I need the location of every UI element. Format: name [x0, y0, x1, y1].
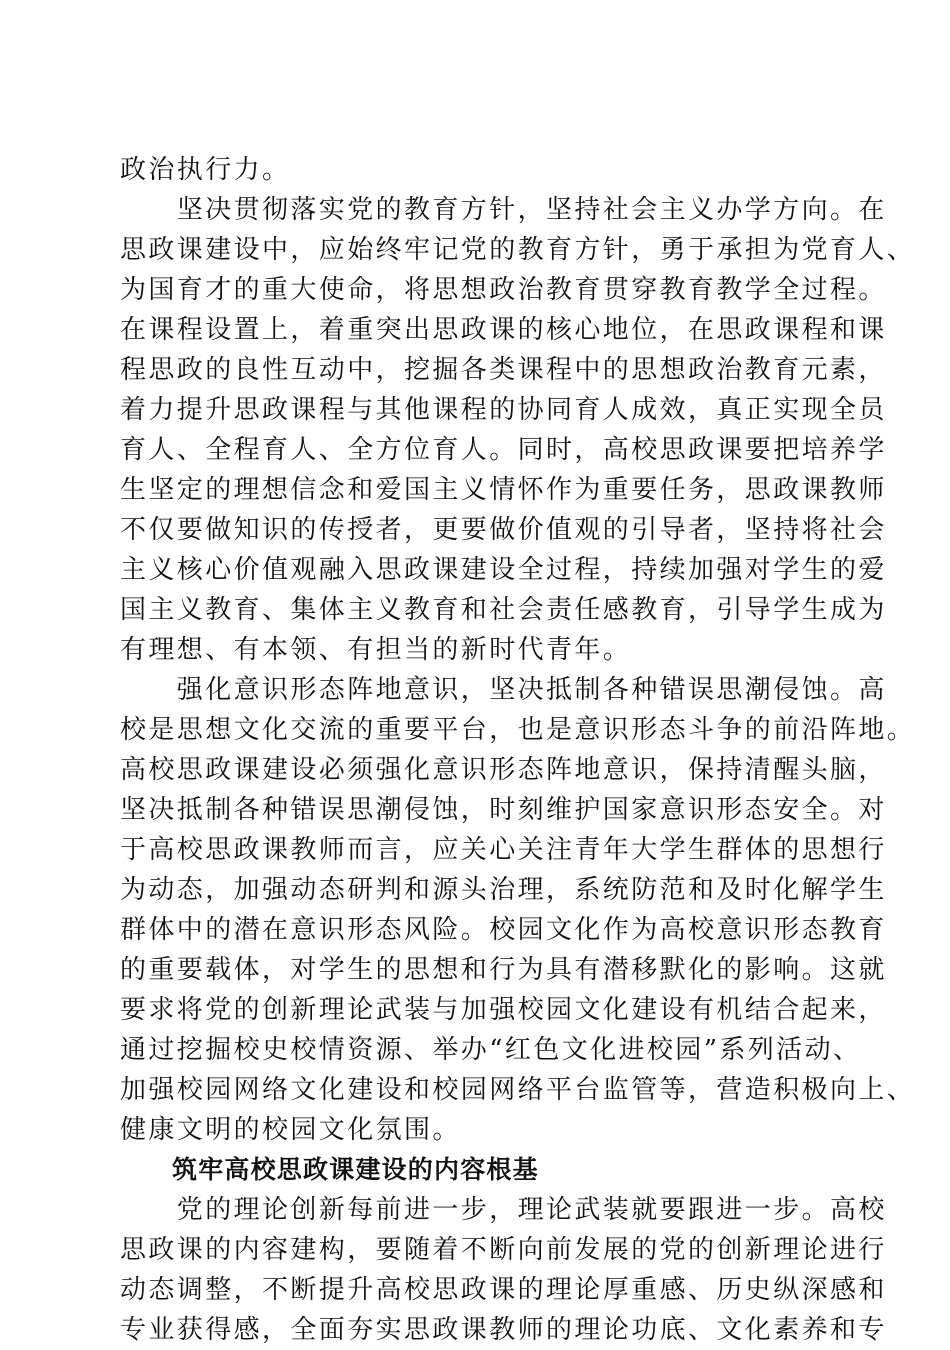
text-line: 坚决贯彻落实党的教育方针，坚持社会主义办学方向。在: [120, 195, 887, 225]
text-line: 思政课的内容建构，要随着不断向前发展的党的创新理论进行: [120, 1235, 887, 1265]
text-line: 党的理论创新每前进一步，理论武装就要跟进一步。高校: [120, 1195, 887, 1225]
text-line: 坚决抵制各种错误思潮侵蚀，时刻维护国家意识形态安全。对: [120, 795, 887, 825]
text-line: 有理想、有本领、有担当的新时代青年。: [120, 635, 632, 665]
text-line: 强化意识形态阵地意识，坚决抵制各种错误思潮侵蚀。高: [120, 675, 887, 705]
text-line: 要求将党的创新理论武装与加强校园文化建设有机结合起来，: [120, 995, 887, 1025]
text-line: 高校思政课建设必须强化意识形态阵地意识，保持清醒头脑，: [120, 755, 887, 785]
text-line: 动态调整，不断提升高校思政课的理论厚重感、历史纵深感和: [120, 1275, 887, 1305]
text-line: 为国育才的重大使命，将思想政治教育贯穿教育教学全过程。: [120, 275, 887, 305]
text-line: 思政课建设中，应始终牢记党的教育方针，勇于承担为党育人、: [120, 235, 916, 265]
text-line: 政治执行力。: [120, 155, 291, 185]
text-line: 程思政的良性互动中，挖掘各类课程中的思想政治教育元素，: [120, 355, 887, 385]
text-line: 着力提升思政课程与其他课程的协同育人成效，真正实现全员: [120, 395, 887, 425]
text-line: 在课程设置上，着重突出思政课的核心地位，在思政课程和课: [120, 315, 887, 345]
text-line: 国主义教育、集体主义教育和社会责任感教育，引导学生成为: [120, 595, 887, 625]
text-line: 的重要载体，对学生的思想和行为具有潜移默化的影响。这就: [120, 955, 887, 985]
text-line: 校是思想文化交流的重要平台，也是意识形态斗争的前沿阵地。: [120, 715, 916, 745]
document-page: [120, 150, 916, 1350]
text-line: 于高校思政课教师而言，应关心关注青年大学生群体的思想行: [120, 835, 887, 865]
text-line: 健康文明的校园文化氛围。: [120, 1115, 461, 1145]
text-line: 群体中的潜在意识形态风险。校园文化作为高校意识形态教育: [120, 915, 887, 945]
text-line: 主义核心价值观融入思政课建设全过程，持续加强对学生的爱: [120, 555, 887, 585]
text-line: 加强校园网络文化建设和校园网络平台监管等，营造积极向上、: [120, 1075, 916, 1105]
section-heading: 筑牢高校思政课建设的内容根基: [172, 1155, 539, 1184]
text-line: 不仅要做知识的传授者，更要做价值观的引导者，坚持将社会: [120, 515, 887, 545]
text-line: 生坚定的理想信念和爱国主义情怀作为重要任务，思政课教师: [120, 475, 887, 505]
text-line: 通过挖掘校史校情资源、举办“红色文化进校园”系列活动、: [120, 1035, 862, 1065]
text-line: 专业获得感，全面夯实思政课教师的理论功底、文化素养和专: [120, 1315, 887, 1345]
text-line: 为动态，加强动态研判和源头治理，系统防范和及时化解学生: [120, 875, 887, 905]
text-line: 育人、全程育人、全方位育人。同时，高校思政课要把培养学: [120, 435, 887, 465]
